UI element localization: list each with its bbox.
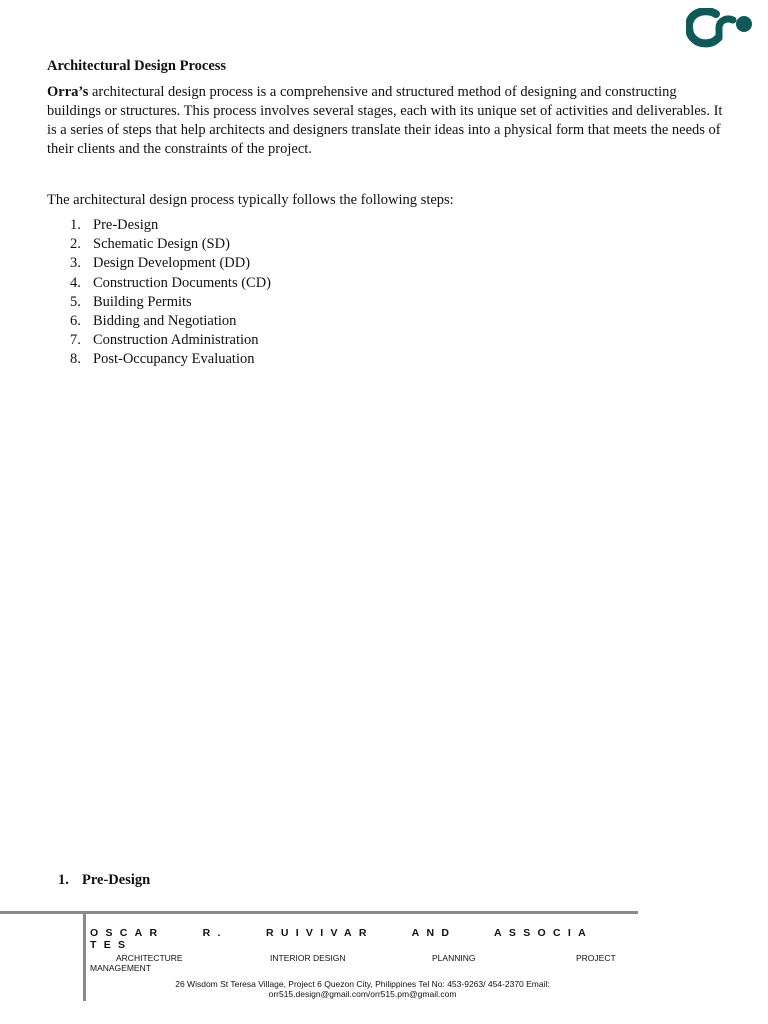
step-label: Building Permits [93, 293, 192, 310]
step-label: Schematic Design (SD) [93, 236, 230, 253]
step-label: Pre-Design [93, 217, 159, 233]
list-item [70, 331, 271, 350]
section-number: 1. [58, 872, 69, 888]
step-number: 8. [70, 351, 81, 368]
service-interior-design: INTERIOR DESIGN [270, 953, 346, 963]
steps-lead-sentence: The architectural design process typically follows the following steps: [47, 192, 454, 208]
service-architecture: ARCHITECTURE [116, 953, 183, 963]
service-planning: PLANNING [432, 953, 476, 963]
firm-name [90, 927, 634, 951]
intro-paragraph [47, 83, 727, 159]
orr-logo-icon [686, 8, 754, 48]
list-item [70, 293, 271, 312]
step-label: Post-Occupancy Evaluation [93, 351, 255, 368]
step-number: 1. [70, 217, 81, 233]
document-heading: Architectural Design Process [47, 58, 227, 74]
step-label: Design Development (DD) [93, 255, 251, 272]
service-project: PROJECT [576, 953, 616, 963]
footer-vertical-rule [83, 913, 86, 1001]
step-label: Bidding and Negotiation [93, 313, 237, 330]
step-number: 2. [70, 236, 81, 253]
contact-info [90, 979, 635, 999]
firm-name-line-2: TES [90, 939, 133, 951]
step-number: 4. [70, 274, 81, 291]
intro-company-name: Orra’s [47, 84, 89, 100]
step-number: 6. [70, 313, 81, 330]
intro-text: architectural design process is a comprehensive and structured method of designing and constructing buildings or structures. This process involves several stages, each with its unique set of activities and deliverables. It is a series of steps that help architects and designers translate their ideas into a physical form that meets the needs of their clients and the constraints of the project. [47, 84, 723, 157]
step-number: 5. [70, 293, 81, 310]
step-label: Construction Documents (CD) [93, 274, 272, 291]
list-item [70, 274, 271, 293]
list-item [70, 312, 271, 331]
step-label: Construction Administration [93, 332, 259, 349]
contact-emails: orr515.design@gmail.com/orr515.pm@gmail.com [268, 989, 457, 999]
contact-address: 26 Wisdom St Teresa Village, Project 6 Quezon City, Philippines Tel No: 453-9263/ 454-2370 Email: [175, 979, 550, 989]
list-item [70, 254, 271, 273]
list-item [70, 235, 271, 254]
service-management: MANAGEMENT [90, 963, 151, 973]
step-number: 7. [70, 332, 81, 349]
step-number: 3. [70, 255, 81, 272]
firm-name-line-1: OSCAR R. RUIVIVAR AND ASSOCIA [90, 927, 593, 939]
section-heading-pre-design [58, 872, 150, 889]
list-item [70, 350, 271, 369]
steps-list [70, 216, 271, 370]
footer-horizontal-rule [0, 911, 638, 914]
section-title-text: Pre-Design [82, 872, 151, 888]
list-item [70, 216, 271, 235]
